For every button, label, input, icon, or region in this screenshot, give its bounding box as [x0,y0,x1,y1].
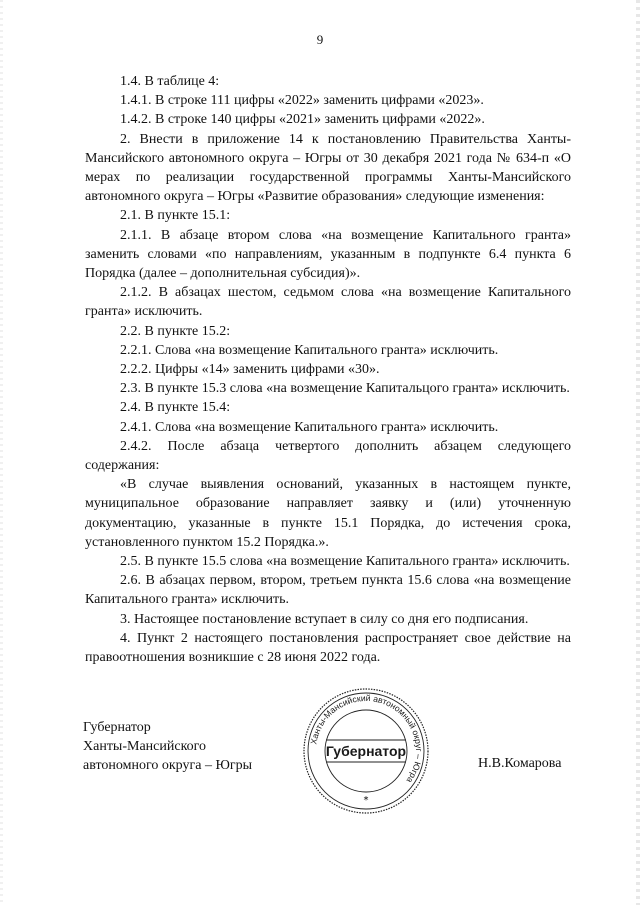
scan-edge-left [0,0,3,905]
paragraph: 1.4.1. В строке 111 цифры «2022» заменить цифрами «2023». [120,93,484,109]
paragraph: 2.6. В абзацах первом, втором, третьем пункта 15.6 слова «на возмещение Капитального гранта» исключить. [85,573,571,608]
seal-title: Губернатор [325,743,407,759]
paragraph: 2.2.2. Цифры «14» заменить цифрами «30». [120,362,380,378]
position-line: Губернатор [83,720,151,735]
paragraph: 2. Внести в приложение 14 к постановлению Правительства Ханты-Мансийского автономного округа – Югры от 30 декабря 2021 года № 634-п «О мерах по реализации государственной программы Ханты-Мансийского автономного округа – Югры «Развитие образования» следующие изменения: [85,131,571,205]
official-seal [302,670,430,832]
paragraph: 4. Пункт 2 настоящего постановления распространяет свое действие на правоотношения возникшие с 28 июня 2022 года. [85,630,571,666]
position-line: автономного округа – Югры [83,758,252,773]
paragraph: 1.4.2. В строке 140 цифры «2021» заменить цифрами «2022». [120,112,485,128]
position-line: Ханты-Мансийского [83,739,207,754]
signatory-position [83,718,252,775]
paragraph: 2.5. В пункте 15.5 слова «на возмещение Капитального гранта» исключить. [120,554,570,570]
signatory-name: Н.В.Комарова [478,756,562,771]
paragraph: 2.1.2. В абзацах шестом, седьмом слова «на возмещение Капитального гранта» исключить. [85,285,571,320]
scan-edge-right [636,0,640,905]
page-number: 9 [316,32,324,47]
paragraph: 2.4. В пункте 15.4: [120,400,231,416]
quoted-paragraph: «В случае выявления оснований, указанных в настоящем пункте, муниципальное образование направляет заявку и (или) уточненную документацию, указанные в пункте 15.1 Порядка, до истечения срока, установленного пунктом 15.2 Порядка.». [85,477,571,550]
seal-ring-text: Ханты-Мансийский автономный округ – Югра [308,692,425,785]
paragraph: 2.1.1. В абзаце втором слова «на возмещение Капитального гранта» заменить словами «по направлениям, указанным в подпункте 6.4 пункта 6 Порядка (далее – дополнительная субсидия)». [85,227,571,282]
paragraph: 2.4.2. После абзаца четвертого дополнить абзацем следующего содержания: [85,438,571,474]
paragraph: 1.4. В таблице 4: [120,74,220,89]
paragraph: 3. Настоящее постановление вступает в силу со дня его подписания. [120,611,529,627]
paragraph: 2.2. В пункте 15.2: [120,323,231,339]
body-text [85,72,571,667]
paragraph: 2.3. В пункте 15.3 слова «на возмещение Капитальцого гранта» исключить. [120,381,570,397]
paragraph: 2.4.1. Слова «на возмещение Капитального гранта» исключить. [120,419,499,435]
seal-star: * [363,795,369,806]
paragraph: 2.2.1. Слова «на возмещение Капитального гранта» исключить. [120,342,499,358]
paragraph: 2.1. В пункте 15.1: [120,208,231,224]
